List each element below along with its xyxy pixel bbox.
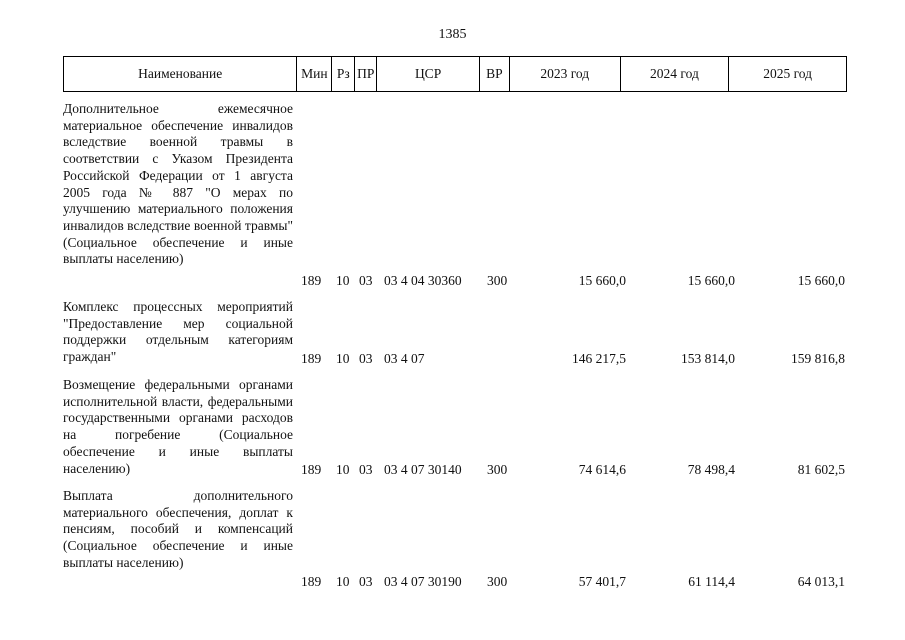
cell-2025: 15 660,0 [797,273,845,289]
cell-min: 189 [301,351,322,367]
cell-pr: 03 [359,574,373,590]
header-pr: ПР [354,57,376,91]
cell-csr: 03 4 04 30360 [384,273,462,289]
cell-rz: 10 [336,462,350,478]
cell-csr: 03 4 07 30140 [384,462,462,478]
table-row [63,377,847,479]
cell-csr: 03 4 07 [384,351,425,367]
cell-2025: 159 816,8 [791,351,845,367]
table-row [63,299,847,368]
header-2025: 2025 год [728,57,846,91]
cell-2023: 57 401,7 [578,574,626,590]
cell-rz: 10 [336,574,350,590]
row-name: Возмещение федеральными органами исполнительной власти, федеральными государственными органами расходов на погребение (Социальное обеспечение и иные выплаты населению) [63,377,293,476]
cell-vr: 300 [487,273,508,289]
header-csr: ЦСР [376,57,479,91]
cell-rz: 10 [336,351,350,367]
cell-2023: 146 217,5 [572,351,626,367]
cell-2024: 61 114,4 [688,574,735,590]
header-2023: 2023 год [509,57,620,91]
cell-csr: 03 4 07 30190 [384,574,462,590]
page-number: 1385 [438,27,467,42]
header-vr: ВР [479,57,509,91]
cell-2023: 15 660,0 [578,273,626,289]
cell-min: 189 [301,462,322,478]
cell-2024: 78 498,4 [687,462,735,478]
header-rz: Рз [331,57,354,91]
cell-2024: 15 660,0 [687,273,735,289]
row-name: Дополнительное ежемесячное материальное обеспечение инвалидов вследствие военной травмы в соответствии с Указом Президента Российской Федерации от 1 августа 2005 года № 887 "О мерах по улучшению материального положения инвалидов вследствие военной травмы" (Социальное обеспечение и иные выплаты населению) [63,101,293,267]
cell-2024: 153 814,0 [681,351,735,367]
cell-min: 189 [301,574,322,590]
table-row [63,488,847,591]
cell-vr: 300 [487,462,508,478]
cell-pr: 03 [359,351,373,367]
header-2024: 2024 год [620,57,729,91]
row-name: Комплекс процессных мероприятий "Предоставление мер социальной поддержки отдельным категориям граждан" [63,299,293,365]
cell-pr: 03 [359,273,373,289]
row-name: Выплата дополнительного материального обеспечения, доплат к пенсиям, пособий и компенсаций (Социальное обеспечение и иные выплаты населению) [63,488,293,570]
cell-rz: 10 [336,273,350,289]
cell-2025: 81 602,5 [797,462,845,478]
header-name: Наименование [138,66,223,81]
cell-pr: 03 [359,462,373,478]
header-min: Мин [296,57,331,91]
table-header [63,56,847,92]
cell-2025: 64 013,1 [797,574,845,590]
cell-min: 189 [301,273,322,289]
cell-2023: 74 614,6 [578,462,626,478]
cell-vr: 300 [487,574,508,590]
table-row [63,101,847,290]
